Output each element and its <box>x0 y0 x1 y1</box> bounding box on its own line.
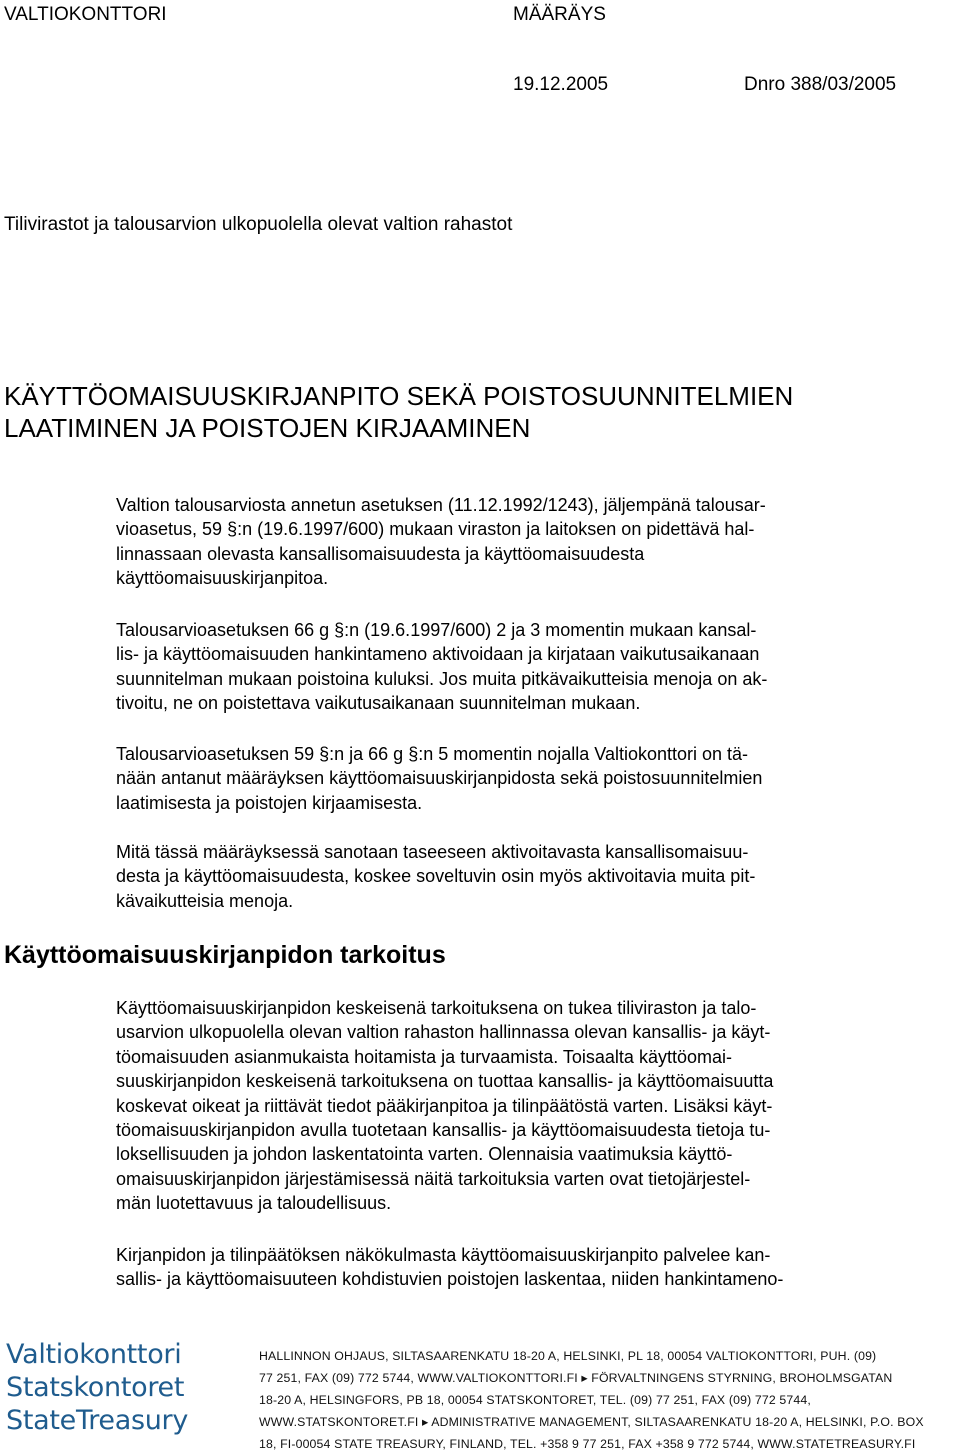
recipients: Tilivirastot ja talousarvion ulkopuolella olevat valtion rahastot <box>4 214 513 235</box>
logo-line: StateTreasury <box>6 1405 189 1436</box>
document-date: 19.12.2005 <box>513 74 609 95</box>
text-line: sallis- ja käyttöomaisuuteen kohdistuvien poistojen laskentaa, niiden hankintameno- <box>116 1269 784 1290</box>
paragraph-accounting <box>116 1243 946 1292</box>
text-line: usarvion ulkopuolella olevan valtion rahaston hallinnassa olevan kansallis- ja käyt- <box>116 1022 771 1043</box>
logo-line: Statskontoret <box>6 1372 185 1403</box>
text-line: loksellisuuden ja johdon laskentatointa varten. Olennaisia vaatimuksia käyttö- <box>116 1144 733 1165</box>
text-line: nään antanut määräyksen käyttöomaisuuskirjanpidosta sekä poistosuunnitelmien <box>116 768 763 789</box>
text-line: töomaisuuden asianmukaista hoitamista ja turvaamista. Toisaalta käyttöomai- <box>116 1046 732 1067</box>
text-line: desta ja käyttöomaisuudesta, koskee soveltuvin osin myös aktivoitavia muita pit- <box>116 866 756 887</box>
paragraph-authority <box>116 742 946 815</box>
text-line: käyttöomaisuuskirjanpitoa. <box>116 568 329 589</box>
text-line: Mitä tässä määräyksessä sanotaan taseeseen aktivoitavasta kansallisomaisuu- <box>116 842 749 862</box>
contact-line: 18-20 A, HELSINGFORS, PB 18, 00054 STATSKONTORET, TEL. (09) 77 251, FAX (09) 772 5744, <box>259 1392 811 1407</box>
text-line: Talousarvioasetuksen 66 g §:n (19.6.1997/600) 2 ja 3 momentin mukaan kansal- <box>116 620 757 640</box>
text-line: män luotettavuus ja taloudellisuus. <box>116 1193 392 1214</box>
document-reference-number: Dnro 388/03/2005 <box>744 74 897 95</box>
text-line: koskevat oikeat ja riittävät tiedot pääkirjanpitoa ja tilinpäätöstä varten. Lisäksi käyt- <box>116 1095 773 1116</box>
contact-line: 18, FI-00054 STATE TREASURY, FINLAND, TEL. +358 9 77 251, FAX +358 9 772 5744, WWW.STATETREASURY.FI <box>259 1436 916 1451</box>
title-line: LAATIMINEN JA POISTOJEN KIRJAAMINEN <box>4 413 531 443</box>
section-heading: Käyttöomaisuuskirjanpidon tarkoitus <box>4 941 446 969</box>
text-line: kävaikutteisia menoja. <box>116 890 294 911</box>
text-line: suuskirjanpidon keskeisenä tarkoituksena on tuottaa kansallis- ja käyttöomaisuutta <box>116 1071 774 1092</box>
paragraph-scope <box>116 840 946 913</box>
text-line: lis- ja käyttöomaisuuden hankintameno aktivoidaan ja kirjataan vaikutusaikanaan <box>116 644 760 665</box>
contact-line: 77 251, FAX (09) 772 5744, WWW.VALTIOKONTTORI.FI ▸ FÖRVALTNINGENS STYRNING, BROHOLMSGATAN <box>259 1370 893 1385</box>
contact-information <box>259 1346 959 1456</box>
paragraph-depreciation <box>116 618 946 716</box>
paragraph-legal-basis <box>116 493 946 591</box>
text-line: Valtion talousarviosta annetun asetuksen (11.12.1992/1243), jäljempänä talousar- <box>116 495 766 515</box>
text-line: suunnitelman mukaan poistoina kuluksi. Jos muita pitkävaikutteisia menoja on ak- <box>116 668 768 689</box>
document-type: MÄÄRÄYS <box>513 4 606 25</box>
contact-line: WWW.STATSKONTORET.FI ▸ ADMINISTRATIVE MANAGEMENT, SILTASAARENKATU 18-20 A, HELSINKI, P.O. BOX <box>259 1414 924 1429</box>
text-line: Talousarvioasetuksen 59 §:n ja 66 g §:n 5 momentin nojalla Valtiokonttori on tä- <box>116 744 749 764</box>
text-line: omaisuuskirjanpidon järjestämisessä näitä tarkoituksia varten ovat tietojärjestel- <box>116 1168 751 1189</box>
text-line: vioasetus, 59 §:n (19.6.1997/600) mukaan viraston ja laitoksen on pidettävä hal- <box>116 519 755 540</box>
title-line: KÄYTTÖOMAISUUSKIRJANPITO SEKÄ POISTOSUUNNITELMIEN <box>4 381 794 411</box>
footer <box>0 1322 960 1456</box>
text-line: laatimisesta ja poistojen kirjaamisesta. <box>116 792 423 813</box>
logo-line: Valtiokonttori <box>6 1339 182 1370</box>
paragraph-purpose <box>116 996 946 1216</box>
state-treasury-logo <box>6 1338 246 1437</box>
contact-line: HALLINNON OHJAUS, SILTASAARENKATU 18-20 A, HELSINKI, PL 18, 00054 VALTIOKONTTORI, PUH. (09) <box>259 1349 877 1363</box>
text-line: Käyttöomaisuuskirjanpidon keskeisenä tarkoituksena on tukea tiliviraston ja talo- <box>116 998 757 1018</box>
text-line: töomaisuuskirjanpidon avulla tuotetaan kansallis- ja käyttöomaisuudesta tietoja tu- <box>116 1120 771 1141</box>
text-line: tivoitu, ne on poistettava vaikutusaikanaan suunnitelman mukaan. <box>116 693 641 714</box>
document-title <box>4 380 944 444</box>
organization-name: VALTIOKONTTORI <box>4 4 167 25</box>
text-line: linnassaan olevasta kansallisomaisuudesta ja käyttöomaisuudesta <box>116 543 645 564</box>
text-line: Kirjanpidon ja tilinpäätöksen näkökulmasta käyttöomaisuuskirjanpito palvelee kan- <box>116 1245 771 1265</box>
